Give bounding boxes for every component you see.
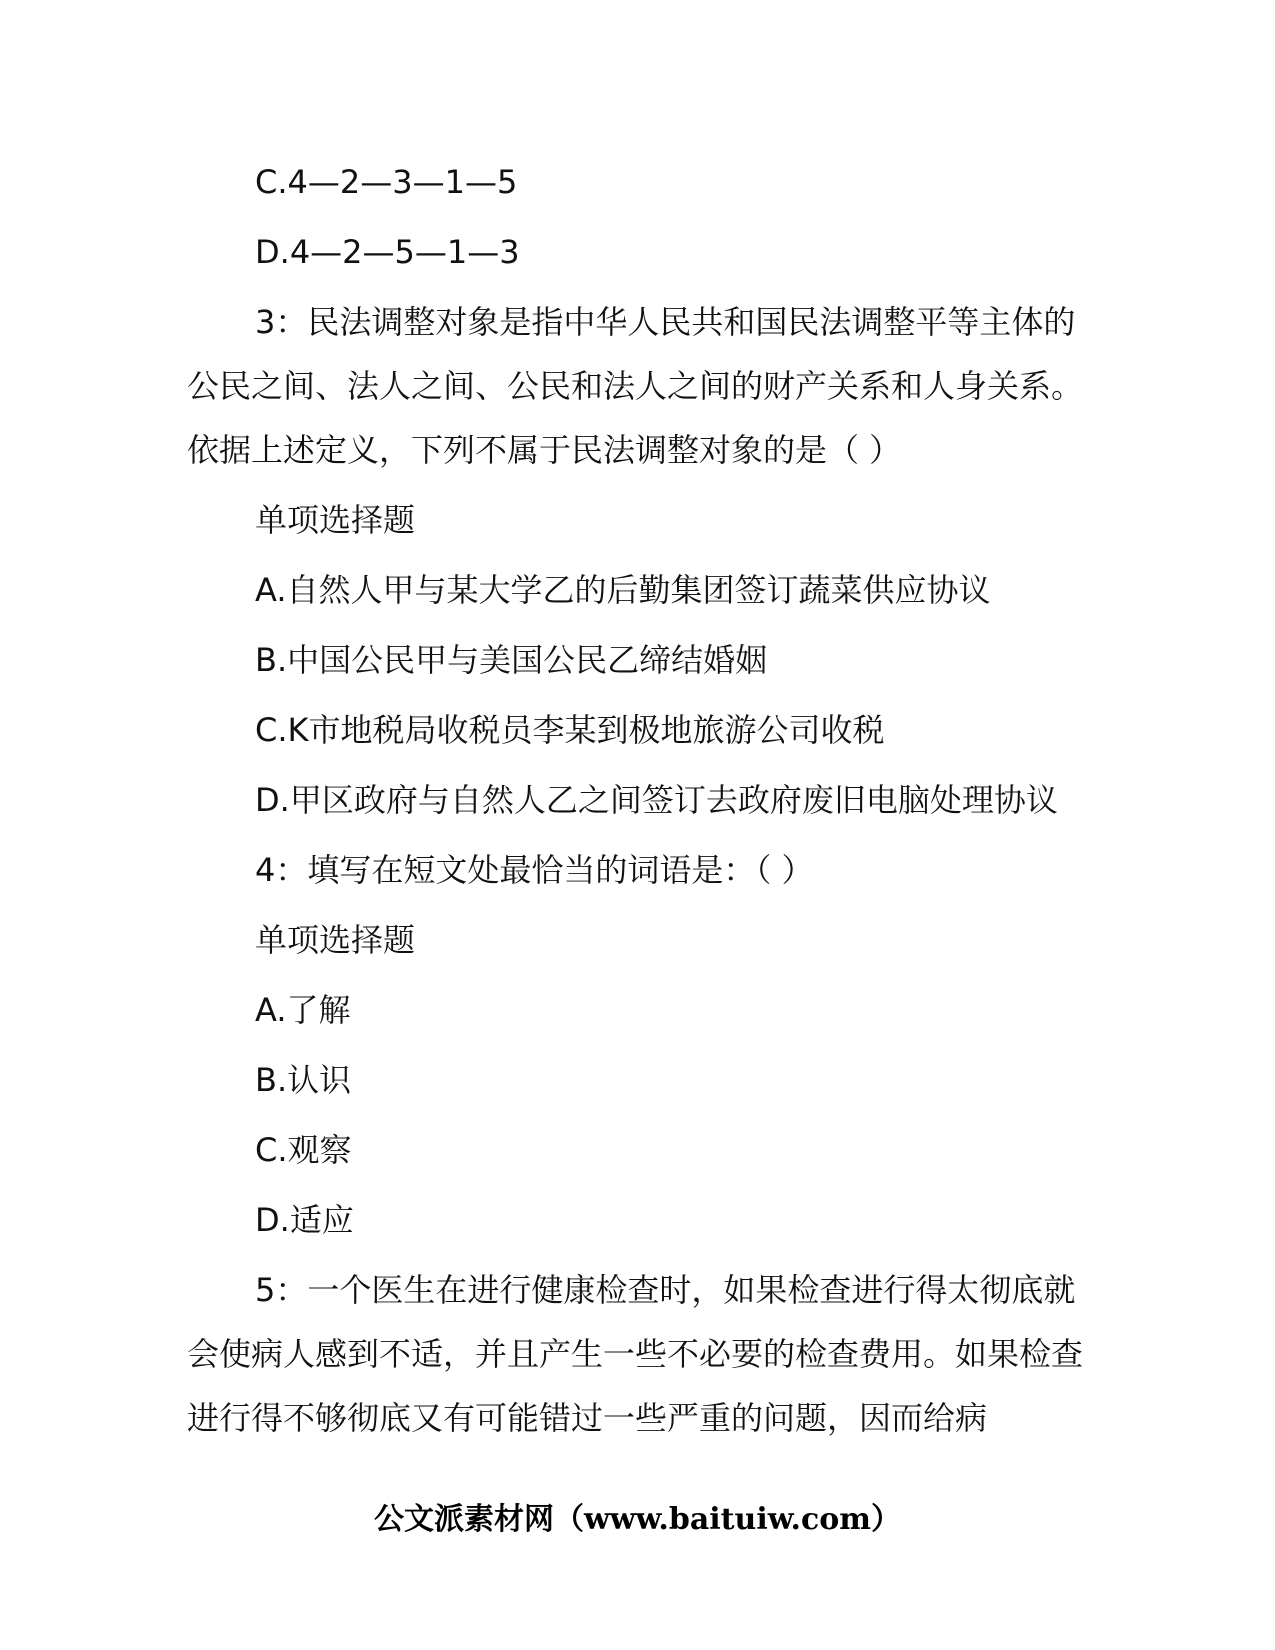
document-body <box>187 150 1087 1456</box>
question-4-option-a: A.了解 <box>255 991 351 1029</box>
question-3-option-c: C.K市地税局收税员李某到极地旅游公司收税 <box>255 711 885 749</box>
page-footer-watermark: 公文派素材网（www.baituiw.com） <box>373 1502 902 1537</box>
question-4-option-d: D.适应 <box>255 1201 354 1239</box>
question-4-type: 单项选择题 <box>255 921 416 959</box>
question-3-option-a: A.自然人甲与某大学乙的后勤集团签订蔬菜供应协议 <box>255 571 991 609</box>
question-3-option-d: D.甲区政府与自然人乙之间签订去政府废旧电脑处理协议 <box>255 781 1058 819</box>
question-5-text: 5：一个医生在进行健康检查时，如果检查进行得太彻底就会使病人感到不适，并且产生一些不必要的检查费用。如果检查进行得不够彻底又有可能错过一些严重的问题，因而给病 <box>187 1271 1084 1437</box>
option-d-sequence: D.4—2—5—1—3 <box>255 233 520 271</box>
option-c-sequence: C.4—2—3—1—5 <box>255 163 518 201</box>
question-4-option-c: C.观察 <box>255 1131 352 1169</box>
question-4-option-b: B.认识 <box>255 1061 352 1099</box>
question-3-option-b: B.中国公民甲与美国公民乙缔结婚姻 <box>255 641 768 679</box>
question-3-text: 3：民法调整对象是指中华人民共和国民法调整平等主体的公民之间、法人之间、公民和法人之间的财产关系和人身关系。依据上述定义，下列不属于民法调整对象的是（ ） <box>187 303 1084 469</box>
question-3-type: 单项选择题 <box>255 501 416 539</box>
question-4-text: 4：填写在短文处最恰当的词语是：（ ） <box>255 851 814 889</box>
